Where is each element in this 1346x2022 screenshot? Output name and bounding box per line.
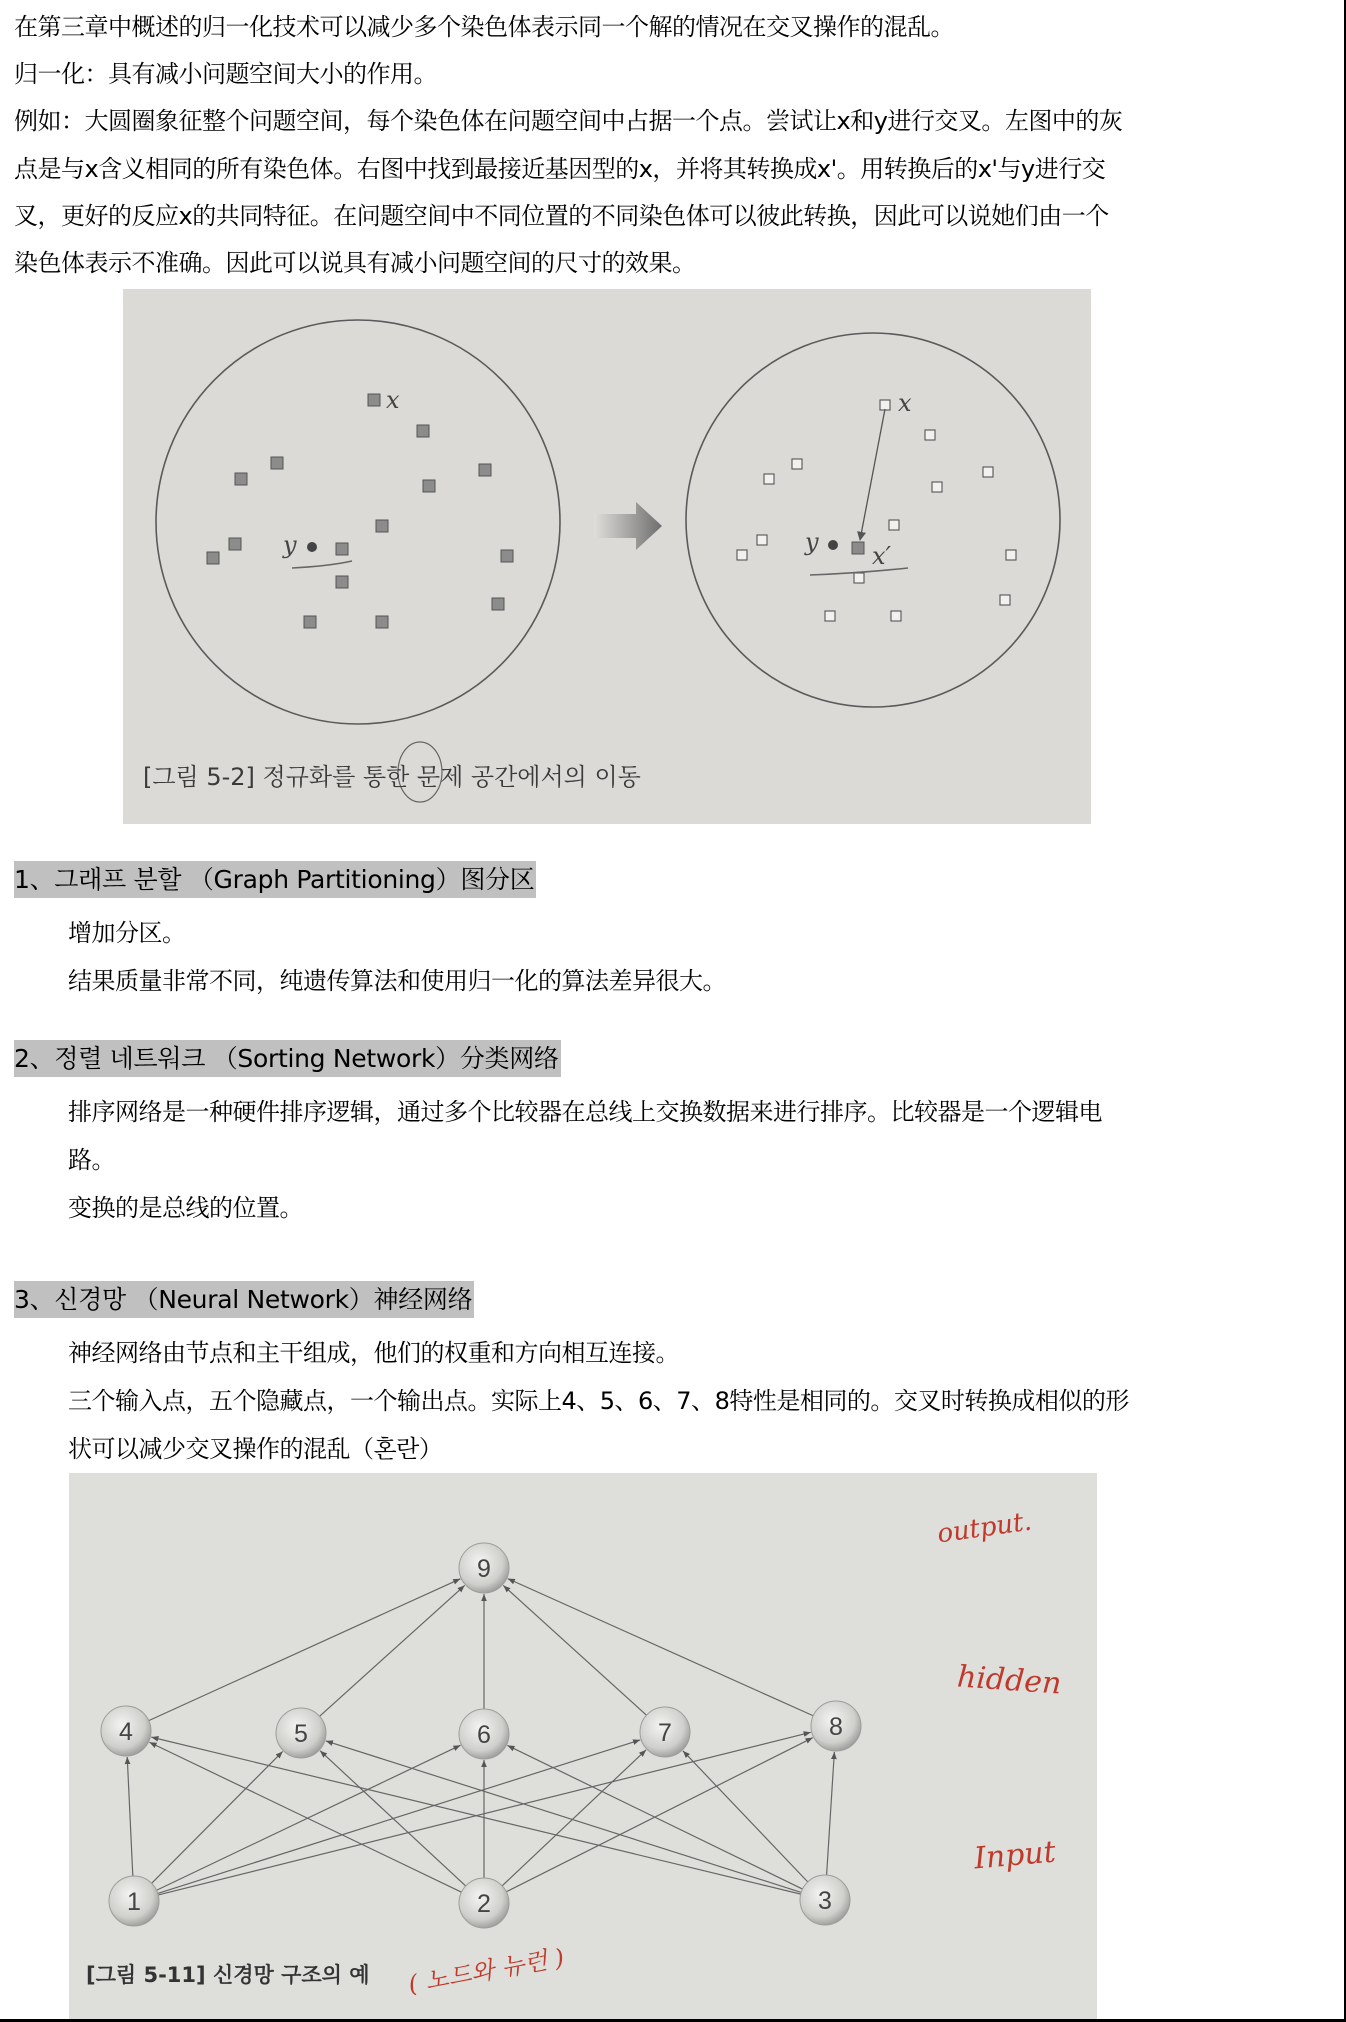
svg-text:1: 1	[127, 1888, 141, 1916]
section-1-line-2: 结果质量非常不同，纯遗传算法和使用归一化的算法差异很大。	[68, 967, 726, 995]
hollow-chromosome-square	[880, 400, 890, 410]
node-9	[459, 1543, 509, 1593]
right-xprime-label: x′	[872, 542, 891, 570]
intro-line-4: 点是与x含义相同的所有染色体。右图中找到最接近基因型的x，并将其转换成x'。用转换后的x'与y进行交	[14, 155, 1106, 183]
edge-3-7	[683, 1751, 808, 1882]
svg-text:5: 5	[294, 1720, 308, 1748]
right-problem-space-circle	[686, 333, 1060, 707]
edge-3-8	[827, 1752, 835, 1875]
right-y-label: y	[805, 528, 819, 556]
node-3	[800, 1875, 850, 1925]
hollow-chromosome-square	[1006, 550, 1016, 560]
intro-line-2: 归一化：具有减小问题空间大小的作用。	[14, 60, 437, 88]
node-5	[276, 1708, 326, 1758]
edge-5-9	[320, 1585, 465, 1716]
figure-2-caption: [그림 5-11] 신경망 구조의 예	[86, 1963, 370, 1987]
node-1	[109, 1876, 159, 1926]
hollow-chromosome-square	[1000, 595, 1010, 605]
node-7	[640, 1707, 690, 1757]
svg-text:2: 2	[477, 1890, 491, 1918]
figure-2-drawing	[69, 1473, 1097, 2019]
svg-text:9: 9	[477, 1555, 491, 1583]
gray-chromosome-square	[376, 520, 388, 532]
gray-chromosome-square	[271, 457, 283, 469]
intro-line-5: 叉，更好的反应x的共同特征。在问题空间中不同位置的不同染色体可以彼此转换，因此可以说她们由一个	[14, 202, 1109, 230]
intro-line-6: 染色体表示不准确。因此可以说具有减小问题空间的尺寸的效果。	[14, 249, 696, 277]
figure-1-drawing	[123, 289, 1091, 824]
intro-line-3: 例如：大圆圈象征整个问题空间，每个染色体在问题空间中占据一个点。尝试让x和y进行交叉。左图中的灰	[14, 107, 1123, 135]
svg-text:4: 4	[119, 1718, 133, 1746]
hollow-chromosome-square	[932, 482, 942, 492]
gray-chromosome-square	[336, 576, 348, 588]
svg-text:6: 6	[477, 1721, 491, 1749]
gray-chromosome-square	[376, 616, 388, 628]
handwritten-output-label: output.	[935, 1506, 1034, 1550]
gray-chromosome-square	[336, 543, 348, 555]
edge-8-9	[508, 1579, 813, 1716]
handwritten-input-label: Input	[972, 1834, 1058, 1877]
section-1-line-1: 增加分区。	[68, 919, 186, 947]
edge-2-7	[502, 1750, 646, 1886]
gray-chromosome-square	[501, 550, 513, 562]
svg-text:3: 3	[818, 1887, 832, 1915]
hollow-chromosome-square	[737, 550, 747, 560]
gray-chromosome-square	[229, 538, 241, 550]
hollow-chromosome-square	[825, 611, 835, 621]
intro-line-1: 在第三章中概述的归一化技术可以减少多个染色体表示同一个解的情况在交叉操作的混乱。	[14, 13, 954, 41]
section-2-heading: 2、정렬 네트워크 （Sorting Network）分类网络	[14, 1040, 561, 1077]
left-gray-chromosomes	[207, 394, 513, 628]
right-hollow-chromosomes	[737, 400, 1016, 621]
figure-normalization-problem-space	[123, 289, 1091, 824]
left-x-label: x	[386, 386, 400, 414]
section-3-line-1: 神经网络由节点和主干组成，他们的权重和方向相互连接。	[68, 1339, 679, 1367]
edge-4-9	[149, 1579, 461, 1721]
gray-chromosome-square	[304, 616, 316, 628]
edge-2-5	[320, 1751, 466, 1886]
hollow-chromosome-square	[983, 467, 993, 477]
hollow-chromosome-square	[925, 430, 935, 440]
transform-direction-arrow-icon	[594, 502, 662, 550]
section-3-line-2: 三个输入点，五个隐藏点，一个输出点。实际上4、5、6、7、8特性是相同的。交叉时转换成相似的形	[68, 1387, 1129, 1415]
edge-1-4	[127, 1757, 133, 1876]
gray-chromosome-square	[207, 552, 219, 564]
edge-3-4	[151, 1737, 800, 1894]
gray-chromosome-square	[417, 425, 429, 437]
edge-2-4	[149, 1742, 461, 1892]
hollow-chromosome-square	[757, 535, 767, 545]
hollow-chromosome-square	[891, 611, 901, 621]
section-2-line-1: 排序网络是一种硬件排序逻辑，通过多个比较器在总线上交换数据来进行排序。比较器是一个逻辑电	[68, 1098, 1102, 1126]
node-6	[459, 1709, 509, 1759]
hollow-chromosome-square	[889, 520, 899, 530]
hollow-chromosome-square	[792, 459, 802, 469]
svg-text:7: 7	[658, 1719, 672, 1747]
section-2-line-2: 路。	[68, 1146, 115, 1174]
gray-chromosome-square	[423, 480, 435, 492]
gray-chromosome-square	[492, 598, 504, 610]
figure-neural-network-structure	[69, 1473, 1097, 2019]
node-8	[811, 1701, 861, 1751]
handwritten-node-neuron-note: ( 노드와 뉴런 )	[406, 1943, 567, 1999]
section-2-line-3: 变换的是总线的位置。	[68, 1194, 303, 1222]
section-1-heading: 1、그래프 분할 （Graph Partitioning）图分区	[14, 861, 536, 898]
gray-chromosome-square	[235, 473, 247, 485]
gray-chromosome-square	[479, 464, 491, 476]
right-y-dot	[828, 540, 838, 550]
handwritten-hidden-label: hidden	[955, 1659, 1063, 1702]
node-2	[459, 1878, 509, 1928]
edge-1-5	[152, 1751, 283, 1883]
right-x-label: x	[898, 389, 912, 417]
hollow-chromosome-square	[764, 474, 774, 484]
section-3-line-3: 状可以减少交叉操作的混乱（혼란）	[68, 1435, 443, 1463]
hollow-chromosome-square	[854, 573, 864, 583]
edge-7-9	[503, 1585, 646, 1715]
transform-arrow	[860, 409, 885, 540]
left-problem-space-circle	[156, 320, 560, 724]
edge-2-8	[506, 1738, 812, 1892]
gray-chromosome-square	[368, 394, 380, 406]
node-4	[101, 1706, 151, 1756]
pencil-underline	[292, 561, 352, 568]
xprime-square	[852, 542, 864, 554]
edge-3-6	[507, 1745, 802, 1889]
left-y-dot	[307, 542, 317, 552]
section-3-heading: 3、신경망 （Neural Network）神经网络	[14, 1281, 474, 1318]
edge-1-7	[158, 1740, 640, 1894]
svg-text:8: 8	[829, 1713, 843, 1741]
left-y-label: y	[283, 531, 297, 559]
network-nodes	[101, 1543, 861, 1928]
figure-1-caption: [그림 5-2] 정규화를 통한 문제 공간에서의 이동	[143, 763, 641, 791]
